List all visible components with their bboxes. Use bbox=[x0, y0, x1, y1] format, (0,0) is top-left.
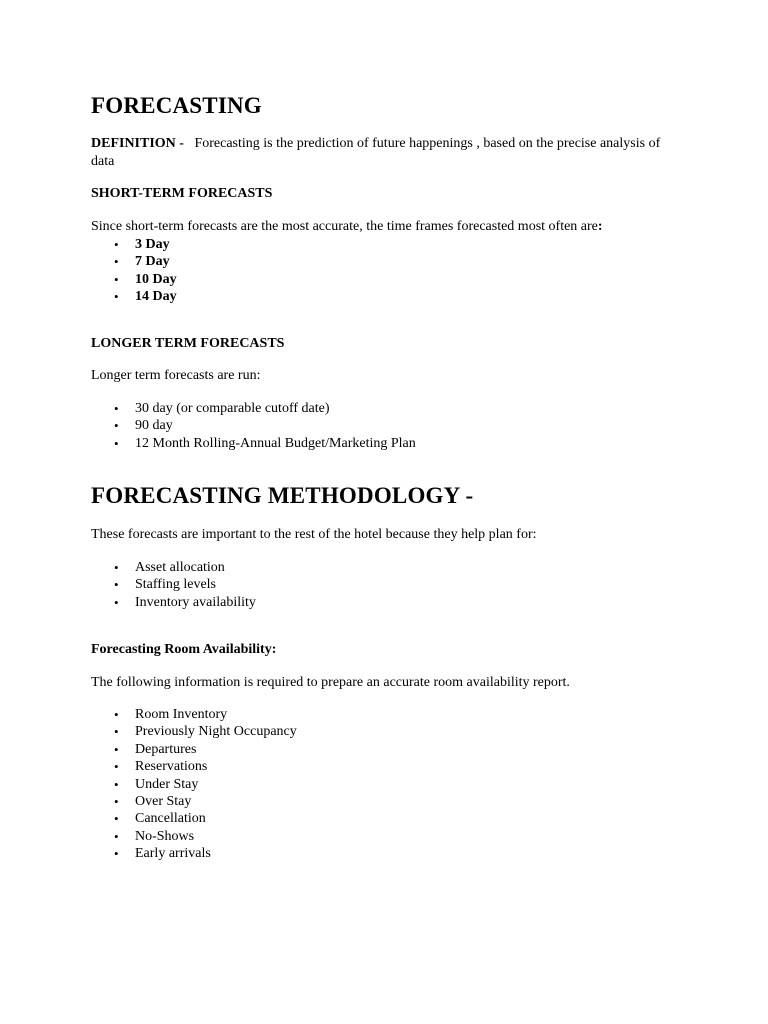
methodology-intro: These forecasts are important to the rest of the hotel because they help plan for: bbox=[91, 527, 537, 542]
longer-term-list bbox=[91, 400, 416, 452]
list-item bbox=[91, 758, 297, 775]
longer-term-heading: LONGER TERM FORECASTS bbox=[91, 336, 285, 351]
list-item bbox=[91, 435, 416, 452]
bullet-icon: • bbox=[114, 577, 119, 593]
bullet-icon: • bbox=[114, 741, 119, 757]
list-item-text: 14 Day bbox=[135, 289, 177, 305]
short-term-intro-text: Since short-term forecasts are the most accurate, the time frames forecasted most often are bbox=[91, 219, 598, 234]
list-item bbox=[91, 828, 297, 845]
list-item-text: Room Inventory bbox=[135, 707, 228, 722]
list-item-text: Previously Night Occupancy bbox=[135, 724, 297, 740]
list-item-text: Under Stay bbox=[135, 776, 199, 792]
list-item-text: No-Shows bbox=[135, 828, 195, 844]
list-item-text: 30 day (or comparable cutoff date) bbox=[135, 401, 330, 416]
bullet-icon: • bbox=[114, 254, 119, 270]
short-term-heading: SHORT-TERM FORECASTS bbox=[91, 186, 273, 201]
list-item-text: 3 Day bbox=[135, 237, 170, 252]
list-item-text: 10 Day bbox=[135, 271, 177, 287]
list-item bbox=[91, 559, 256, 576]
list-item bbox=[91, 793, 297, 810]
bullet-icon: • bbox=[114, 759, 119, 775]
page-title: FORECASTING bbox=[91, 93, 262, 118]
room-availability-list bbox=[91, 706, 297, 863]
bullet-icon: • bbox=[114, 776, 119, 792]
bullet-icon: • bbox=[114, 811, 119, 827]
list-item-text: Early arrivals bbox=[135, 846, 211, 862]
list-item bbox=[91, 776, 297, 793]
bullet-icon: • bbox=[114, 289, 119, 305]
list-item bbox=[91, 706, 297, 723]
list-item-text: 12 Month Rolling-Annual Budget/Marketing Plan bbox=[135, 435, 416, 451]
list-item bbox=[91, 271, 177, 288]
room-availability-heading: Forecasting Room Availability: bbox=[91, 642, 277, 657]
list-item bbox=[91, 576, 256, 593]
bullet-icon: • bbox=[114, 418, 119, 434]
bullet-icon: • bbox=[114, 846, 119, 862]
bullet-icon: • bbox=[114, 724, 119, 740]
list-item-text: Departures bbox=[135, 741, 197, 757]
bullet-icon: • bbox=[114, 594, 119, 610]
list-item bbox=[91, 741, 297, 758]
bullet-icon: • bbox=[114, 271, 119, 287]
room-availability-intro: The following information is required to prepare an accurate room availability report. bbox=[91, 675, 570, 690]
list-item bbox=[91, 253, 177, 270]
list-item bbox=[91, 288, 177, 305]
methodology-title: FORECASTING METHODOLOGY - bbox=[91, 483, 474, 508]
definition-text: Forecasting is the prediction of future happenings , based on the precise analysis of data bbox=[91, 136, 661, 169]
short-term-intro bbox=[91, 218, 603, 236]
bullet-icon: • bbox=[114, 828, 119, 844]
bullet-icon: • bbox=[114, 560, 119, 575]
list-item bbox=[91, 845, 297, 862]
list-item bbox=[91, 810, 297, 827]
list-item-text: Inventory availability bbox=[135, 594, 256, 610]
short-term-list bbox=[91, 236, 177, 306]
bullet-icon: • bbox=[114, 435, 119, 451]
longer-term-intro: Longer term forecasts are run: bbox=[91, 368, 261, 383]
list-item-text: 90 day bbox=[135, 418, 173, 434]
list-item-text: 7 Day bbox=[135, 254, 170, 270]
list-item bbox=[91, 400, 416, 417]
list-item bbox=[91, 417, 416, 434]
list-item-text: Staffing levels bbox=[135, 577, 217, 593]
list-item bbox=[91, 594, 256, 611]
list-item-text: Over Stay bbox=[135, 793, 192, 809]
definition-label: DEFINITION - bbox=[91, 136, 184, 151]
bullet-icon: • bbox=[114, 793, 119, 809]
list-item bbox=[91, 236, 177, 253]
short-term-intro-colon: : bbox=[597, 219, 603, 234]
list-item-text: Cancellation bbox=[135, 811, 206, 827]
bullet-icon: • bbox=[114, 707, 119, 722]
methodology-list bbox=[91, 559, 256, 611]
bullet-icon: • bbox=[114, 401, 119, 416]
bullet-icon: • bbox=[114, 237, 119, 252]
list-item bbox=[91, 723, 297, 740]
definition-paragraph bbox=[91, 135, 666, 171]
list-item-text: Reservations bbox=[135, 759, 208, 775]
list-item-text: Asset allocation bbox=[135, 560, 225, 575]
